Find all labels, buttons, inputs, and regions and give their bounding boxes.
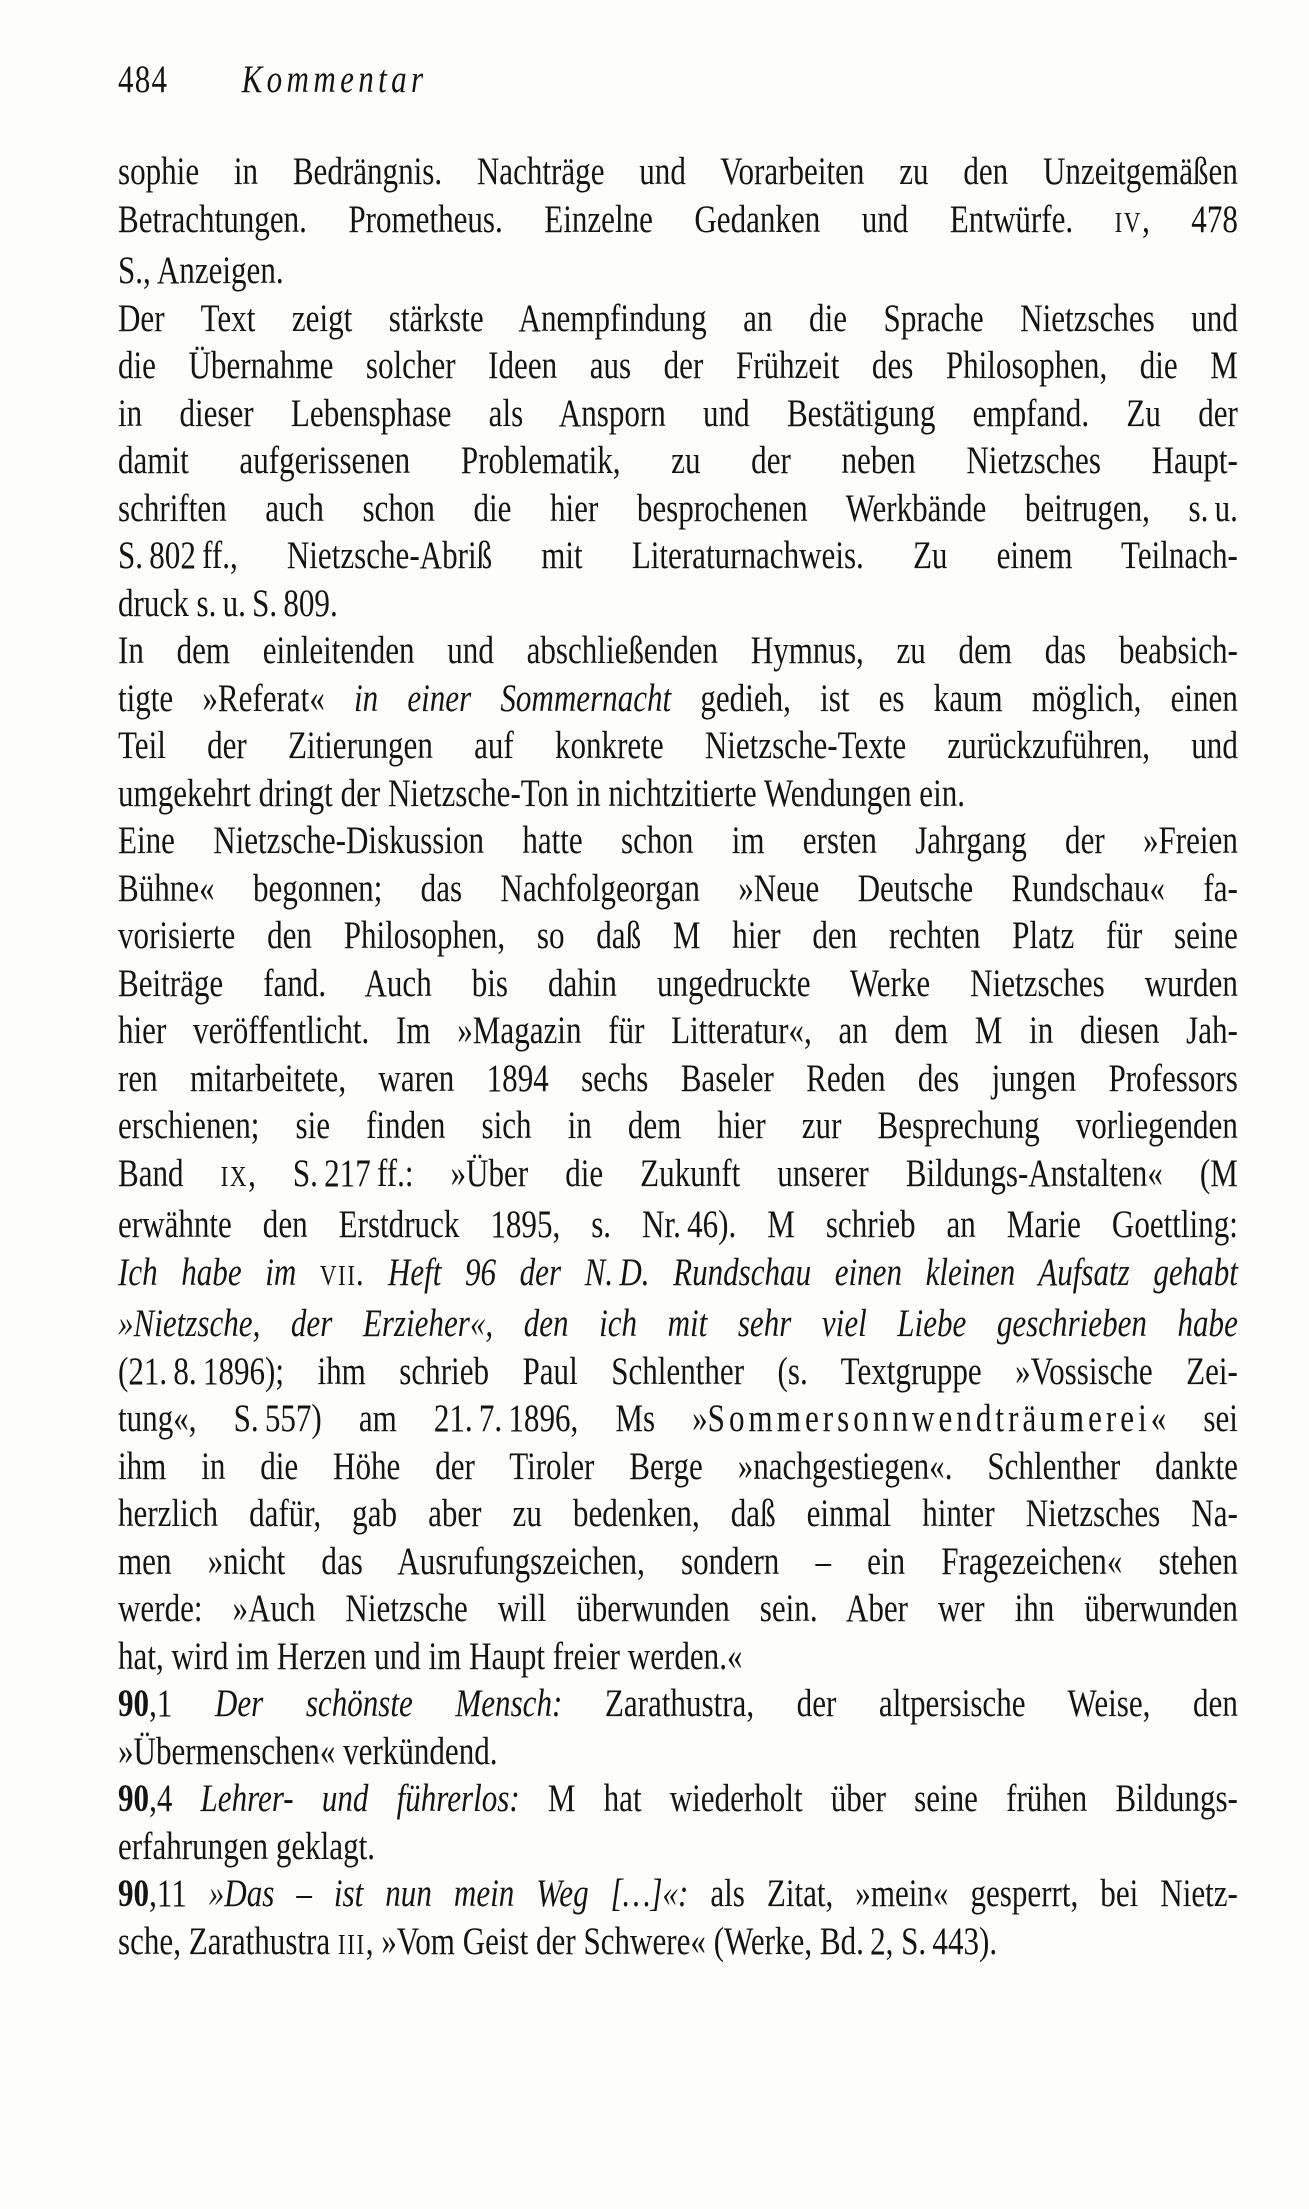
text-segment: Lehrer- und führerlos: bbox=[200, 1777, 520, 1820]
text-segment: damit aufgerissenen Problematik, zu der neben Nietzsches Haupt- bbox=[118, 439, 1238, 482]
text-segment: , S. 217 ff.: »Über die Zukunft unserer Bildungs-Anstalten« (M bbox=[248, 1151, 1238, 1195]
text-segment: als Zitat, »mein« gesperrt, bei Nietz- bbox=[688, 1872, 1238, 1915]
body-line bbox=[118, 580, 1238, 628]
text-segment: schriften auch schon die hier besprochenen Werkbände beitrugen, s. u. bbox=[118, 486, 1238, 530]
text-segment: gedieh, ist es kaum möglich, einen bbox=[671, 676, 1238, 720]
text-segment: Zarathustra, der altpersische Weise, den bbox=[562, 1682, 1238, 1725]
text-segment: men »nicht das Ausrufungszeichen, sondern – ein Fragezeichen« stehen bbox=[118, 1539, 1238, 1583]
text-segment: IV bbox=[1114, 206, 1143, 239]
text-block bbox=[118, 148, 1238, 1969]
text-segment: (21. 8. 1896); ihm schrieb Paul Schlenther (s. Textgruppe »Vossische Zei- bbox=[118, 1349, 1238, 1393]
body-line bbox=[118, 1055, 1238, 1103]
text-segment: 90 bbox=[118, 1682, 150, 1725]
text-segment: hier veröffentlicht. Im »Magazin für Litteratur«, an dem M in diesen Jah- bbox=[118, 1009, 1238, 1052]
text-segment: Der Text zeigt stärkste Anempfindung an die Sprache Nietzsches und bbox=[118, 296, 1238, 340]
text-segment: sche, Zarathustra bbox=[118, 1919, 338, 1963]
body-line bbox=[118, 1728, 1238, 1776]
text-segment: hat, wird im Herzen und im Haupt freier werden.« bbox=[118, 1634, 743, 1678]
body-line bbox=[118, 295, 1238, 343]
text-segment: S., Anzeigen. bbox=[118, 249, 284, 292]
body-line bbox=[118, 1490, 1238, 1538]
text-segment: ,4 bbox=[149, 1777, 201, 1820]
body-line bbox=[118, 1823, 1238, 1871]
body-line bbox=[118, 1443, 1238, 1491]
body-line bbox=[118, 1102, 1238, 1150]
body-line bbox=[118, 485, 1238, 533]
text-segment: Eine Nietzsche-Diskussion hatte schon im ersten Jahrgang der »Freien bbox=[118, 819, 1238, 862]
body-line bbox=[118, 1633, 1238, 1681]
text-segment: erfahrungen geklagt. bbox=[118, 1824, 376, 1868]
body-line bbox=[118, 1538, 1238, 1586]
text-segment: , »Vom Geist der Schwere« (Werke, Bd. 2, S. 443). bbox=[365, 1919, 998, 1963]
text-segment: in dieser Lebensphase als Ansporn und Bestätigung empfand. Zu der bbox=[118, 391, 1238, 435]
body-line bbox=[118, 1775, 1238, 1823]
text-segment: tigte »Referat« bbox=[118, 676, 355, 720]
text-segment: Betrachtungen. Prometheus. Einzelne Gedanken und Entwürfe. bbox=[118, 197, 1115, 241]
text-segment: « sei bbox=[1150, 1397, 1238, 1440]
text-segment: in einer Sommernacht bbox=[354, 676, 672, 720]
text-segment: S. 802 ff., Nietzsche-Abriß mit Literaturnachweis. Zu einem Teilnach- bbox=[118, 534, 1238, 577]
text-segment: Ich habe im bbox=[118, 1250, 320, 1294]
body-line bbox=[118, 1680, 1238, 1728]
body-line bbox=[118, 817, 1238, 865]
body-line bbox=[118, 247, 1238, 295]
body-line bbox=[118, 1201, 1238, 1249]
body-line bbox=[118, 627, 1238, 675]
body-line bbox=[118, 148, 1238, 196]
text-segment: sophie in Bedrängnis. Nachträge und Vorarbeiten zu den Unzeitgemäßen bbox=[118, 150, 1238, 193]
text-segment: 90 bbox=[118, 1777, 150, 1820]
body-line bbox=[118, 1870, 1238, 1918]
text-segment: tung«, S. 557) am 21. 7. 1896, Ms » bbox=[118, 1397, 708, 1440]
body-line bbox=[118, 865, 1238, 913]
text-segment: Sommersonnwendträumerei bbox=[707, 1397, 1151, 1440]
body-line bbox=[118, 196, 1238, 248]
body-line bbox=[118, 770, 1238, 818]
text-segment: Beiträge fand. Auch bis dahin ungedruckte Werke Nietzsches wurden bbox=[118, 961, 1238, 1005]
body-line bbox=[118, 390, 1238, 438]
text-segment: Der schönste Mensch: bbox=[214, 1682, 563, 1725]
body-line bbox=[118, 1007, 1238, 1055]
text-segment: werde: »Auch Nietzsche will überwunden sein. Aber wer ihn überwunden bbox=[118, 1587, 1238, 1630]
text-segment: »Nietzsche, der Erzieher«, den ich mit sehr viel Liebe geschrieben habe bbox=[118, 1302, 1238, 1345]
text-segment: »Das – ist nun mein Weg […]«: bbox=[208, 1872, 689, 1915]
text-segment: . Heft 96 der N. D. Rundschau einen kleinen Aufsatz gehabt bbox=[356, 1250, 1238, 1294]
text-segment: druck s. u. S. 809. bbox=[118, 581, 338, 625]
text-segment: Bühne« begonnen; das Nachfolgeorgan »Neue Deutsche Rundschau« fa- bbox=[118, 866, 1238, 910]
page-header bbox=[118, 56, 1238, 104]
body-line bbox=[118, 437, 1238, 485]
text-segment: die Übernahme solcher Ideen aus der Frühzeit des Philosophen, die M bbox=[118, 344, 1238, 387]
print-area bbox=[118, 56, 1238, 1969]
text-segment: ren mitarbeitete, waren 1894 sechs Baseler Reden des jungen Professors bbox=[118, 1056, 1238, 1100]
text-segment: 90 bbox=[118, 1872, 150, 1915]
body-line bbox=[118, 912, 1238, 960]
text-segment: In dem einleitenden und abschließenden Hymnus, zu dem das beabsich- bbox=[118, 629, 1238, 672]
text-segment: erwähnte den Erstdruck 1895, s. Nr. 46). M schrieb an Marie Goettling: bbox=[118, 1203, 1238, 1246]
body-line bbox=[118, 960, 1238, 1008]
body-line bbox=[118, 1300, 1238, 1348]
text-segment: ,11 bbox=[149, 1872, 209, 1915]
body-line bbox=[118, 722, 1238, 770]
body-line bbox=[118, 1249, 1238, 1301]
text-segment: Teil der Zitierungen auf konkrete Nietzsche-Texte zurückzuführen, und bbox=[118, 724, 1238, 767]
text-segment: VII bbox=[319, 1259, 357, 1292]
body-line bbox=[118, 1918, 1238, 1970]
text-segment: M hat wiederholt über seine frühen Bildungs- bbox=[519, 1777, 1238, 1820]
body-line bbox=[118, 532, 1238, 580]
text-segment: umgekehrt dringt der Nietzsche-Ton in nichtzitierte Wendungen ein. bbox=[118, 771, 966, 815]
body-line bbox=[118, 1585, 1238, 1633]
text-segment: ,1 bbox=[149, 1682, 215, 1725]
text-segment: ihm in die Höhe der Tiroler Berge »nachgestiegen«. Schlenther dankte bbox=[118, 1444, 1238, 1488]
text-segment: IX bbox=[220, 1160, 249, 1193]
body-line bbox=[118, 675, 1238, 723]
body-line bbox=[118, 1395, 1238, 1443]
text-segment: Band bbox=[118, 1151, 221, 1195]
text-segment: vorisierte den Philosophen, so daß M hier den rechten Platz für seine bbox=[118, 914, 1238, 957]
text-segment: erschienen; sie finden sich in dem hier zur Besprechung vorliegenden bbox=[118, 1104, 1238, 1147]
body-line bbox=[118, 1348, 1238, 1396]
text-segment: III bbox=[337, 1928, 366, 1961]
text-segment: herzlich dafür, gab aber zu bedenken, daß einmal hinter Nietzsches Na- bbox=[118, 1492, 1238, 1535]
body-line bbox=[118, 1150, 1238, 1202]
running-head: Kommentar bbox=[241, 58, 428, 101]
page-number: 484 bbox=[118, 58, 169, 101]
text-segment: »Übermenschen« verkündend. bbox=[118, 1729, 498, 1773]
text-segment: , 478 bbox=[1142, 197, 1238, 241]
body-line bbox=[118, 342, 1238, 390]
